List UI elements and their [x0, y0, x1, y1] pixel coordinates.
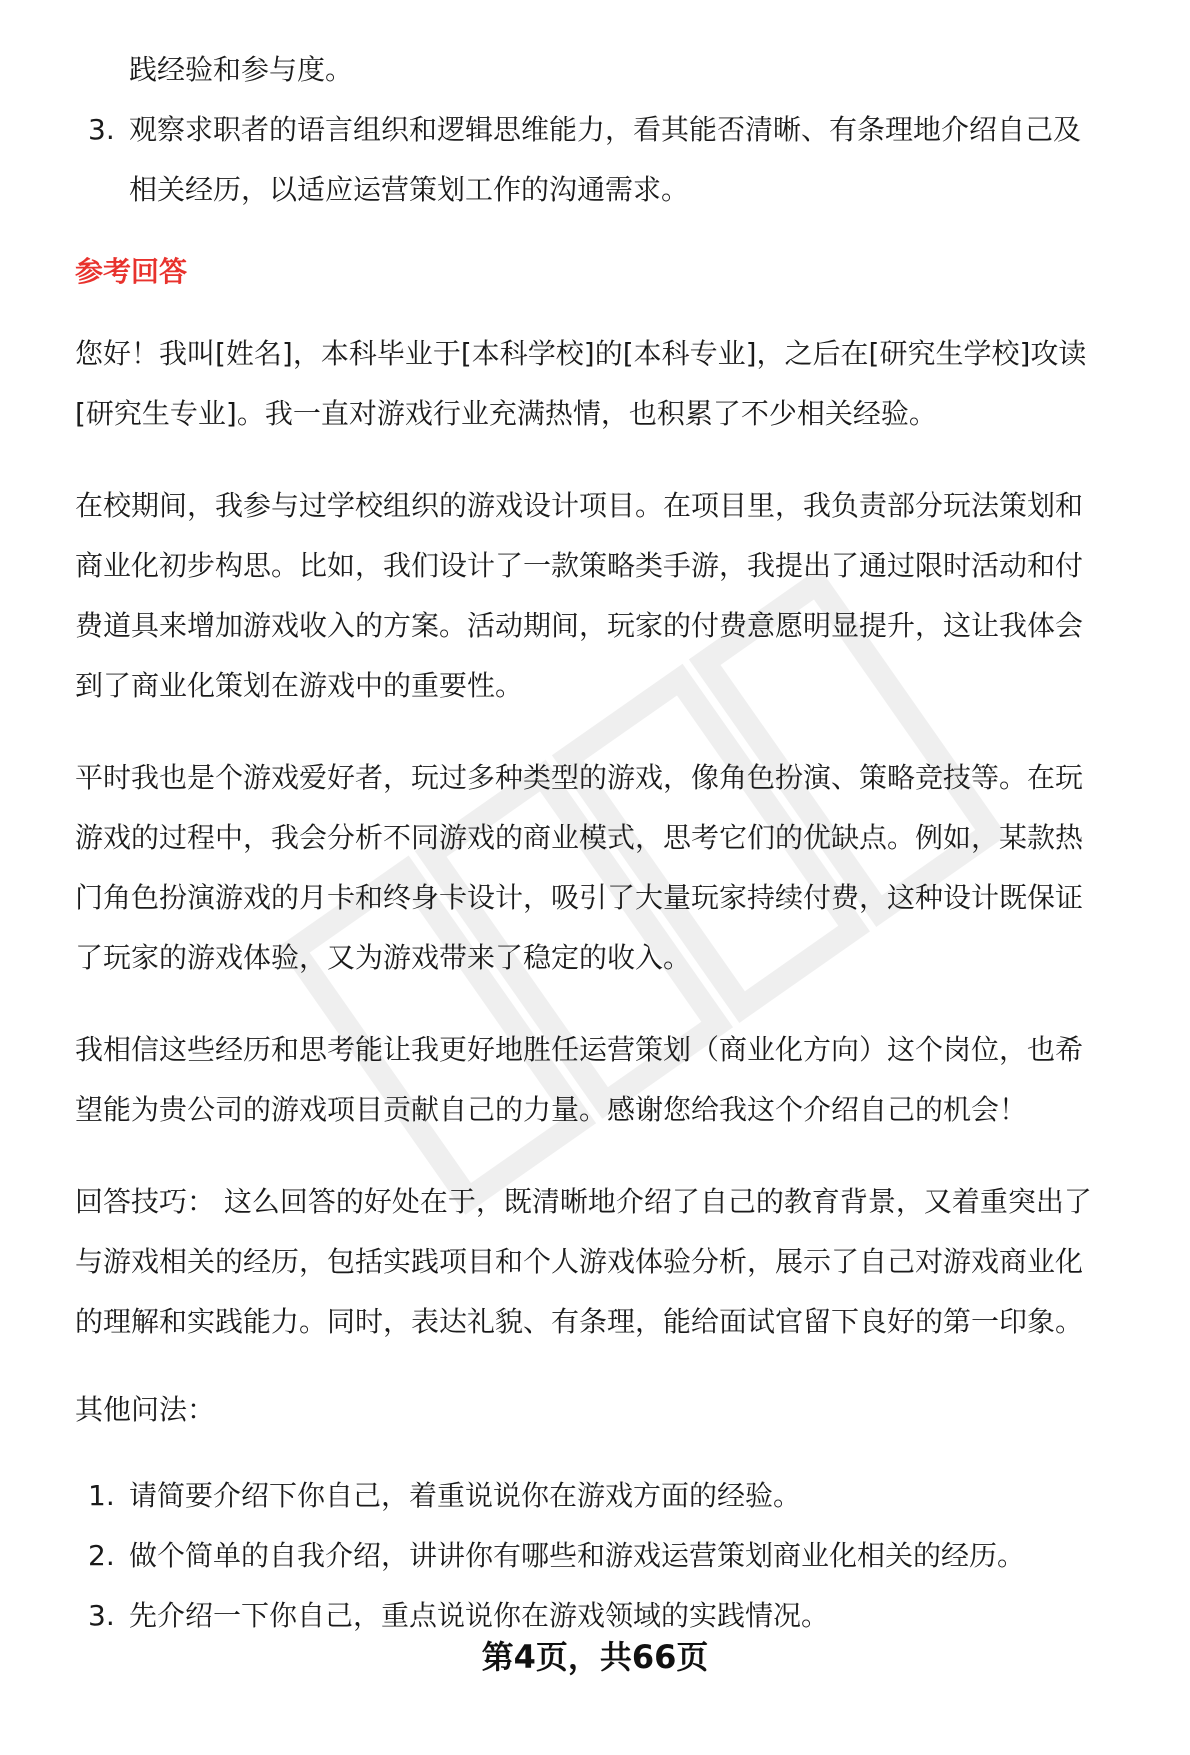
paragraph-line: 平时我也是个游戏爱好者，玩过多种类型的游戏，像角色扮演、策略竞技等。在玩: [75, 761, 1084, 794]
paragraph: [75, 324, 1165, 444]
list-item: [75, 1466, 1165, 1526]
paragraph-line: 游戏的过程中，我会分析不同游戏的商业模式，思考它们的优缺点。例如，某款热: [75, 821, 1084, 854]
list-number: 3.: [88, 1599, 115, 1632]
answer-tips-paragraph: [75, 1172, 1165, 1352]
list-number: 1.: [88, 1479, 115, 1512]
paragraph-line: 在校期间，我参与过学校组织的游戏设计项目。在项目里，我负责部分玩法策划和: [75, 489, 1084, 522]
list-line: 观察求职者的语言组织和逻辑思维能力，看其能否清晰、有条理地介绍自己及: [129, 113, 1082, 146]
list-text: 做个简单的自我介绍，讲讲你有哪些和游戏运营策划商业化相关的经历。: [129, 1539, 1026, 1572]
list-number: 3.: [88, 113, 115, 146]
paragraph-line: 与游戏相关的经历，包括实践项目和个人游戏体验分析，展示了自己对游戏商业化: [75, 1245, 1084, 1278]
paragraph-line: 回答技巧： 这么回答的好处在于，既清晰地介绍了自己的教育背景，又着重突出了: [75, 1185, 1092, 1218]
paragraph-line: [研究生专业]。我一直对游戏行业充满热情，也积累了不少相关经验。: [75, 397, 937, 430]
section-heading: 参考回答: [75, 255, 188, 288]
other-questions-label: 其他问法：: [75, 1393, 216, 1426]
list-text: 请简要介绍下你自己，着重说说你在游戏方面的经验。: [129, 1479, 802, 1512]
key-points-list: [75, 100, 1165, 220]
list-number: 2.: [88, 1539, 115, 1572]
paragraph-line: 到了商业化策划在游戏中的重要性。: [75, 669, 524, 702]
paragraph: [75, 476, 1165, 716]
paragraph-line: 了玩家的游戏体验，又为游戏带来了稳定的收入。: [75, 941, 692, 974]
paragraph: [75, 1020, 1165, 1140]
paragraph-line: 商业化初步构思。比如，我们设计了一款策略类手游，我提出了通过限时活动和付: [75, 549, 1084, 582]
other-questions-list: [75, 1466, 1165, 1646]
paragraph-line: 的理解和实践能力。同时，表达礼貌、有条理，能给面试官留下良好的第一印象。: [75, 1305, 1084, 1338]
continuation-text: 践经验和参与度。: [129, 53, 354, 86]
paragraph-line: 您好！我叫[姓名]，本科毕业于[本科学校]的[本科专业]，之后在[研究生学校]攻读: [75, 337, 1087, 370]
list-line: 相关经历，以适应运营策划工作的沟通需求。: [129, 173, 690, 206]
paragraph-line: 我相信这些经历和思考能让我更好地胜任运营策划（商业化方向）这个岗位，也希: [75, 1033, 1084, 1066]
content: [75, 40, 1165, 1646]
paragraph-line: 门角色扮演游戏的月卡和终身卡设计，吸引了大量玩家持续付费，这种设计既保证: [75, 881, 1084, 914]
page-number-footer: 第4页，共66页: [481, 1638, 709, 1676]
list-text: 先介绍一下你自己，重点说说你在游戏领域的实践情况。: [129, 1599, 830, 1632]
list-item: [75, 100, 1165, 220]
paragraph: [75, 748, 1165, 988]
list-item: [75, 1526, 1165, 1586]
paragraph-line: 费道具来增加游戏收入的方案。活动期间，玩家的付费意愿明显提升，这让我体会: [75, 609, 1084, 642]
paragraph-line: 望能为贵公司的游戏项目贡献自己的力量。感谢您给我这个介绍自己的机会！: [75, 1093, 1028, 1126]
